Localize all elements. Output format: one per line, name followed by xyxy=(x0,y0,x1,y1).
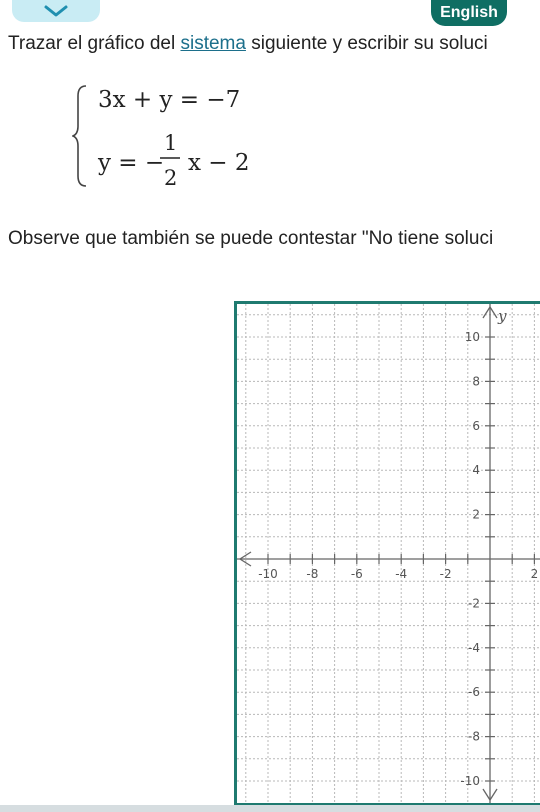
x-tick-label: -6 xyxy=(350,567,363,581)
equation-1: 3x + y = −7 xyxy=(98,87,241,113)
y-tick-label: 6 xyxy=(472,418,480,433)
y-tick-label: 8 xyxy=(472,374,480,389)
english-button[interactable]: English xyxy=(431,0,507,26)
coordinate-grid[interactable] xyxy=(237,304,540,803)
collapse-toggle[interactable] xyxy=(12,0,100,22)
sistema-link[interactable]: sistema xyxy=(180,33,246,54)
fraction-numerator: 1 xyxy=(164,131,178,155)
instruction-prefix: Trazar el gráfico del xyxy=(8,33,181,54)
bottom-scrollbar[interactable] xyxy=(0,805,540,812)
x-tick-label: -10 xyxy=(258,567,278,581)
y-axis-label: y xyxy=(498,307,507,325)
instruction-suffix: siguiente y escribir su soluci xyxy=(245,33,488,54)
system-brace xyxy=(73,86,86,186)
y-tick-label: -2 xyxy=(468,596,480,611)
y-tick-label: -4 xyxy=(468,640,480,655)
y-tick-label: 4 xyxy=(472,463,480,478)
y-tick-label: -10 xyxy=(460,774,480,788)
no-solution-note: Observe que también se puede contestar "No tiene soluci xyxy=(8,228,494,249)
x-tick-label: -8 xyxy=(306,567,319,581)
equation-system xyxy=(72,80,272,192)
fraction-denominator: 2 xyxy=(164,166,178,190)
instruction-text xyxy=(8,33,540,55)
y-tick-label: 10 xyxy=(464,330,480,344)
equation-2-prefix: y = − xyxy=(98,150,165,176)
x-tick-label: 2 xyxy=(530,567,539,581)
chevron-down-icon xyxy=(43,4,69,18)
y-tick-label: -6 xyxy=(468,685,480,700)
equation-2-suffix: x − 2 xyxy=(188,150,250,176)
x-tick-label: -4 xyxy=(395,567,408,581)
x-tick-label: -2 xyxy=(439,567,452,581)
y-tick-label: -8 xyxy=(468,729,480,744)
y-tick-label: 2 xyxy=(472,507,480,522)
graph-frame xyxy=(234,301,540,806)
